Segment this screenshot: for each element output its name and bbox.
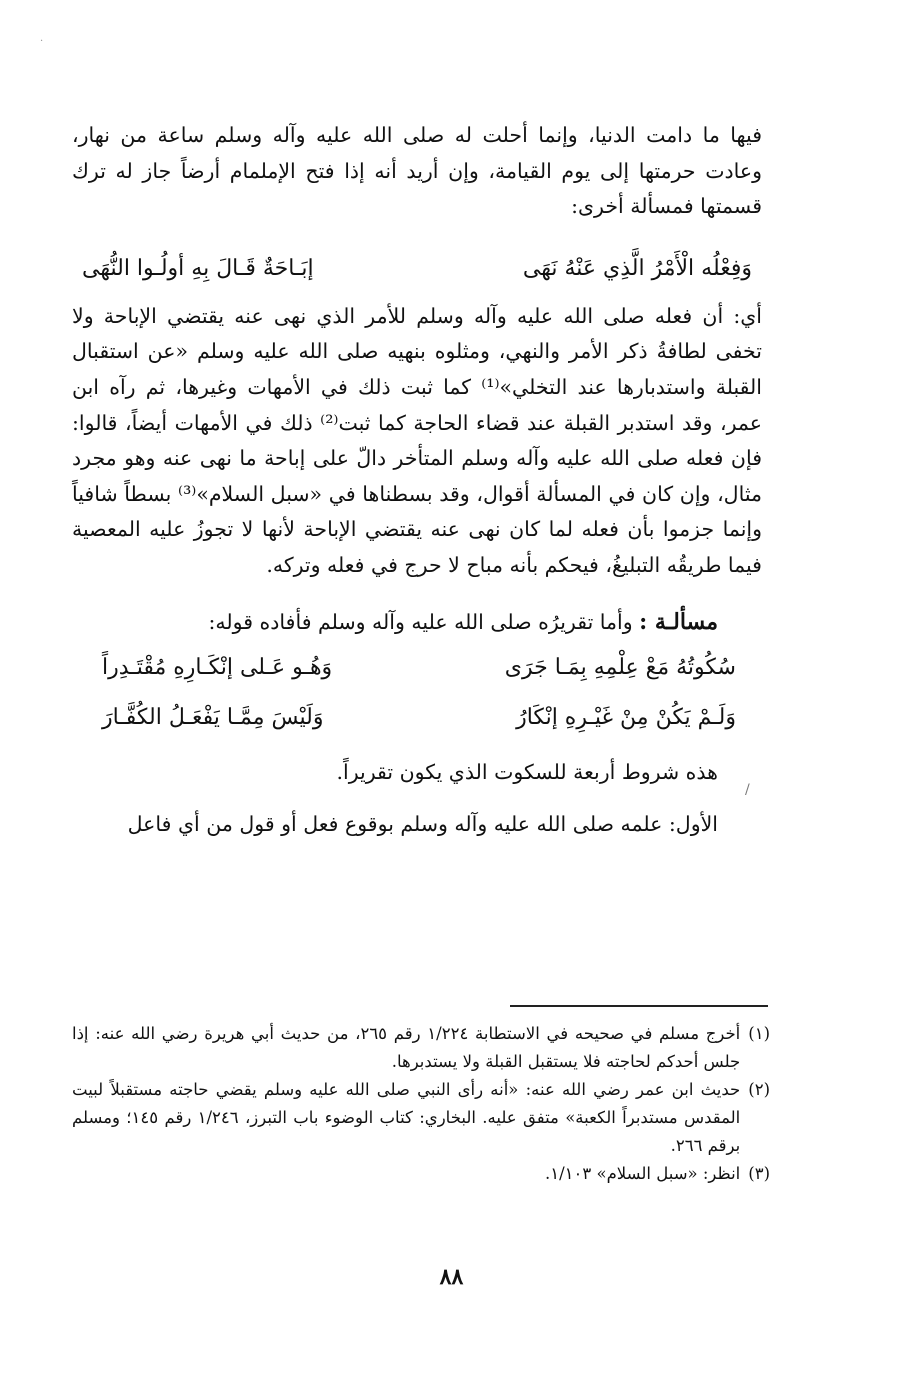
first-condition: الأول: علمه صلى الله عليه وآله وسلم بوقوع فعل أو قول من أي فاعل <box>127 811 718 836</box>
footnote-number: (٣) <box>748 1164 770 1183</box>
scan-speck: · <box>40 36 44 47</box>
footnote-number: (٢) <box>748 1080 770 1099</box>
footnote-text: أخرج مسلم في صحيحه في الاستطابة ١/٢٢٤ رقم ٢٦٥، من حديث أبي هريرة رضي الله عنه: إذا جلس أحدكم لحاجته فلا يستقبل القبلة ولا يستدبرها. <box>72 1024 741 1071</box>
masala-heading <box>72 604 762 640</box>
verse-2-line-2-left: وَلَيْسَ مِمَّـا يَفْعَـلُ الكُفَّـارَ <box>102 704 324 730</box>
verse-2-line-1 <box>72 646 762 690</box>
verse-1-right-hemistich: وَفِعْلُه الْأَمْرُ الَّذِي عَنْهُ نَهَى <box>522 255 752 281</box>
conditions-note: هذه شروط أربعة للسكوت الذي يكون تقريراً. <box>336 759 718 784</box>
verse-2-line-1-right: سُكُوتُهُ مَعْ عِلْمِهِ بِمَـا جَرَى <box>504 654 736 680</box>
footnote-1 <box>72 1020 770 1076</box>
footnote-2 <box>72 1076 770 1160</box>
footnote-3 <box>72 1160 770 1188</box>
footnote-text: انظر: «سبل السلام» ١/١٠٣. <box>544 1164 741 1183</box>
verse-2-line-2-right: وَلَـمْ يَكُنْ مِنْ غَيْـرِهِ إنْكَارُ <box>516 704 736 730</box>
footnote-text: حديث ابن عمر رضي الله عنه: «أنه رأى النبي صلى الله عليه وسلم يقضي حاجته مستقبلاً لبيت المقدس مستدبراً الكعبة» متفق عليه. البخاري: كتاب الوضوء باب التبرز، ١/٢٤٦ رقم ١٤٥؛ ومسلم برقم ٢٦٦. <box>72 1080 741 1155</box>
verse-1-left-hemistich: إبَـاحَةٌ قَـالَ بِهِ أولُـوا النُّهَى <box>82 255 314 281</box>
verse-2-line-2 <box>72 696 762 740</box>
paragraph-intro: فيها ما دامت الدنيا، وإنما أحلت له صلى الله عليه وآله وسلم ساعة من نهار، وعادت حرمتها إلى يوم القيامة، وإن أريد أنه إذا فتح الإملمام أرضاً جاز له ترك قسمتها فمسألة أخرى: <box>72 123 762 219</box>
page-body <box>72 118 762 842</box>
masala-text: وأما تقريرُه صلى الله عليه وآله وسلم فأفاده قوله: <box>208 609 633 634</box>
footnote-separator <box>510 1005 768 1007</box>
verse-2-line-1-left: وَهُـو عَـلى إنْكَـارِهِ مُقْتَـدِراً <box>102 654 333 680</box>
footnote-number: (١) <box>748 1024 770 1043</box>
page-number: ٨٨ <box>439 1264 464 1290</box>
paragraph-explanation: أي: أن فعله صلى الله عليه وآله وسلم للأمر الذي نهى عنه يقتضي الإباحة ولا تخفى لطافةُ ذكر الأمر والنهي، ومثلوه بنهيه صلى الله عليه وسلم «عن استقبال القبلة واستدبارها عند التخلي»⁽¹⁾ كما ثبت ذلك في الأمهات وغيرها، ثم رآه ابن عمر، وقد استدبر القبلة عند قضاء الحاجة كما ثبت⁽²⁾ ذلك في الأمهات أيضاً، قالوا: فإن فعله صلى الله عليه وآله وسلم المتأخر دالّ على إباحة ما نهى عنه وهو مجرد مثال، وإن كان في المسألة أقوال، وقد بسطناها في «سبل السلام»⁽³⁾ بسطاً شافياً وإنما جزموا بأن فعله لما كان نهى عنه يقتضي الإباحة لأنها لا تجوزُ عليه المعصية فيما طريقُه التبليغُ، فيحكم بأنه مباح لا حرج في فعله وتركه. <box>72 303 762 577</box>
verse-1 <box>72 247 762 291</box>
footnotes <box>72 1020 770 1188</box>
margin-mark: / <box>745 782 750 798</box>
masala-label: مسألـة : <box>639 608 718 635</box>
